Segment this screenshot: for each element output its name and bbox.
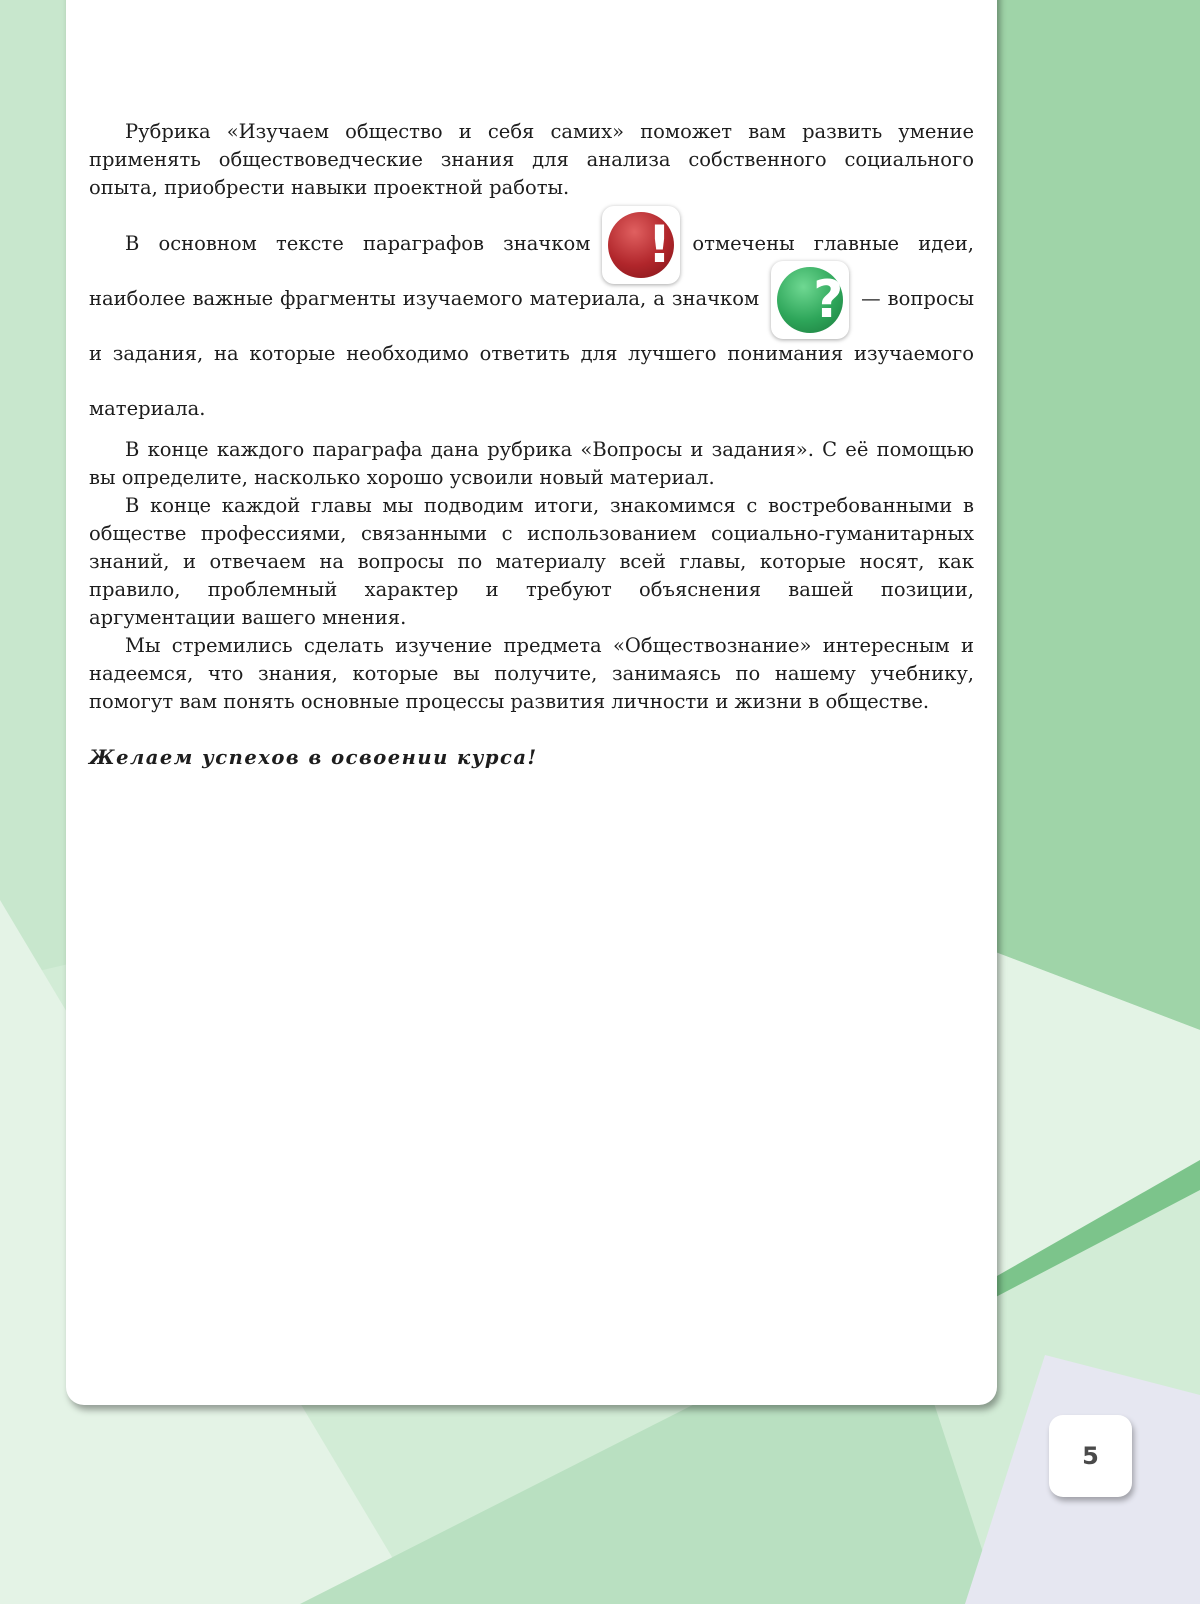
icons-text-3: — вопросы и задания, на которые необходимо ответить для лучшего понимания изучаемого материала. (89, 287, 975, 420)
paragraph-chapters: В конце каждой главы мы подводим итоги, знакомимся с востребованными в обществе профессиями, связанными с использованием социально-гуманитарных знаний, и отвечаем на вопросы по материалу всей главы, которые носят, как правило, проблемный характер и требуют объяснения вашей позиции, аргументации вашего мнения. (89, 494, 974, 629)
page-number: 5 (1049, 1415, 1132, 1497)
icons-text-2: отмечены главные идеи, наиболее важные фрагменты изучаемого материала, а значком (89, 232, 974, 310)
closing-wish: Желаем успехов в освоении курса! (89, 746, 538, 769)
body-text (89, 118, 974, 772)
question-icon: ? (771, 261, 849, 339)
paragraph-questions: В конце каждого параграфа дана рубрика «Вопросы и задания». С её помощью вы определите, насколько хорошо усвоили новый материал. (89, 438, 974, 489)
paragraph-rubric: Рубрика «Изучаем общество и себя самих» поможет вам развить умение применять обществоведческие знания для анализа собственного социального опыта, приобрести навыки проектной работы. (89, 120, 974, 199)
paragraph-goal: Мы стремились сделать изучение предмета «Обществознание» интересным и надеемся, что знания, которые вы получите, занимаясь по нашему учебнику, помогут вам понять основные процессы развития личности и жизни в обществе. (89, 634, 974, 713)
paragraph-icons (89, 216, 974, 436)
exclamation-icon: ! (602, 206, 680, 284)
icons-text-1: В основном тексте параграфов значком (125, 232, 591, 255)
